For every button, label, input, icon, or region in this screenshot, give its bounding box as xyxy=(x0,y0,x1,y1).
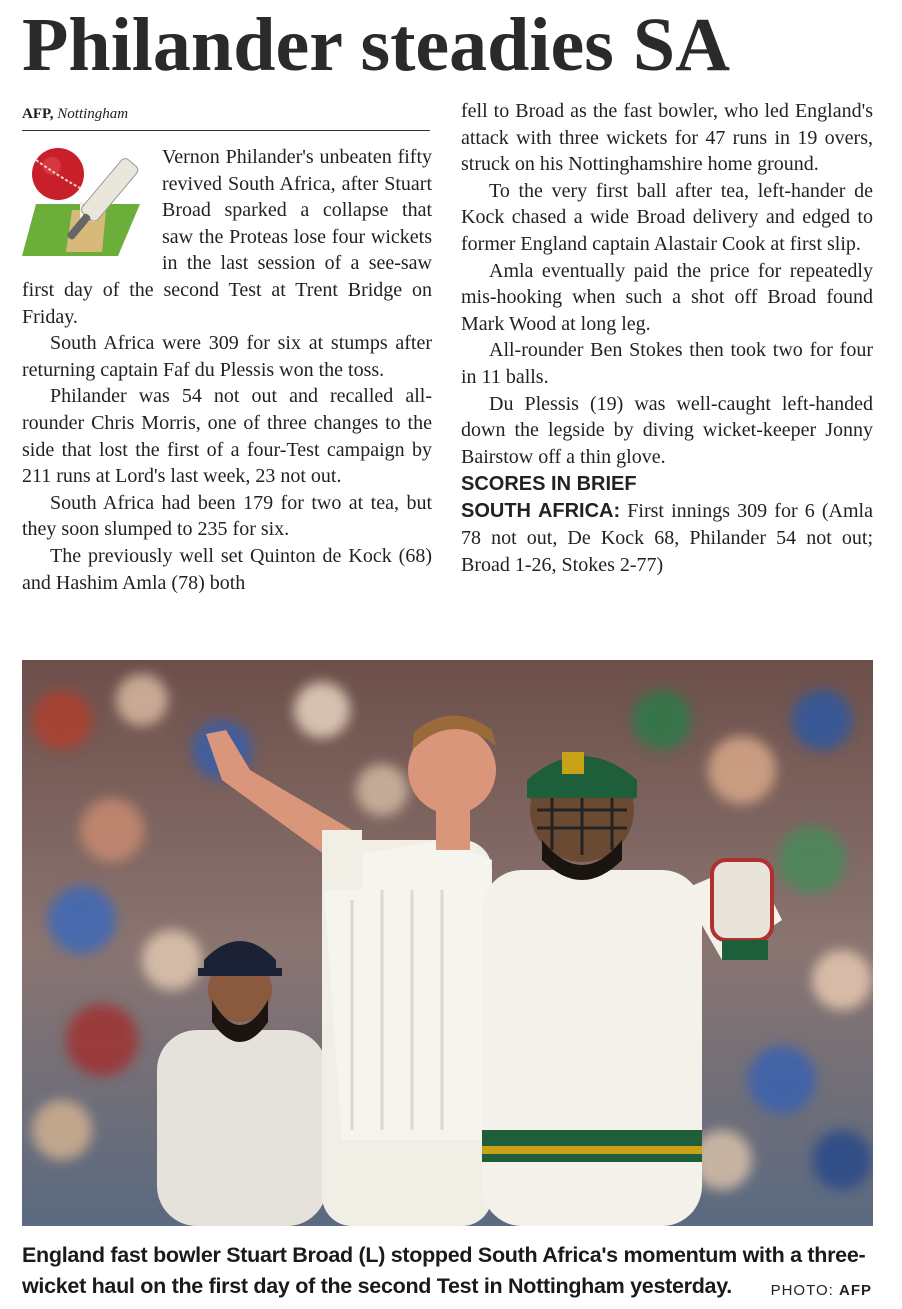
cricket-players-photo xyxy=(22,660,873,1226)
paragraph: All-rounder Ben Stokes then took two for four in 11 balls. xyxy=(461,339,873,388)
scores-text xyxy=(461,498,873,578)
dateline-place: Nottingham xyxy=(57,106,129,122)
paragraph: South Africa had been 179 for two at tea, but they soon slumped to 235 for six. xyxy=(22,491,432,541)
paragraph: The previously well set Quinton de Kock (68) and Hashim Amla (78) both xyxy=(22,544,432,594)
photo-credit xyxy=(771,1282,872,1299)
photo-credit-name: AFP xyxy=(839,1282,872,1299)
cricket-ball-bat-icon xyxy=(22,144,154,262)
paragraph: Amla eventually paid the price for repeatedly mis-hooking when such a shot off Broad found Mark Wood at long leg. xyxy=(461,259,873,335)
photo-credit-label: PHOTO: xyxy=(770,1282,839,1299)
headline: Philander steadies SA xyxy=(22,3,731,87)
paragraph: To the very first ball after tea, left-hander de Kock chased a wide Broad delivery and edged to former England captain Alastair Cook at first slip. xyxy=(461,179,873,255)
photo-illustration xyxy=(22,660,873,1226)
article-column-1 xyxy=(22,144,432,596)
photo-caption: England fast bowler Stuart Broad (L) stopped South Africa's momentum with a three-wicket haul on the first day of the second Test in Nottingham yesterday. xyxy=(22,1243,866,1298)
paragraph: Du Plessis (19) was well-caught left-handed down the legside by diving wicket-keeper Jonny Bairstow off a thin glove. xyxy=(461,392,873,468)
scores-detail: First innings 309 for 6 (Amla 78 not out, De Kock 68, Philander 54 not out; Broad 1-26, Stokes 2-77) xyxy=(461,500,873,576)
paragraph: Vernon Philander's unbeaten fifty revived South Africa, after Stuart Broad sparked a collapse that saw the Proteas lose four wickets in the last session of a see-saw first day of the second Test at Trent Bridge on Friday. xyxy=(22,146,432,328)
article-column-2 xyxy=(461,98,873,578)
dateline xyxy=(22,104,430,131)
paragraph: South Africa were 309 for six at stumps after returning captain Faf du Plessis won the toss. xyxy=(22,332,432,381)
scores-label: SOUTH AFRICA: xyxy=(461,500,621,523)
dateline-agency: AFP, xyxy=(22,106,54,122)
scores-heading: SCORES IN BRIEF xyxy=(461,473,637,496)
paragraph: fell to Broad as the fast bowler, who led England's attack with three wickets for 47 runs in 19 overs, struck on his Nottinghamshire home ground. xyxy=(461,100,873,176)
paragraph: Philander was 54 not out and recalled all-rounder Chris Morris, one of three changes to the side that lost the first of a four-Test campaign by 211 runs at Lord's last week, 23 not out. xyxy=(22,385,432,488)
